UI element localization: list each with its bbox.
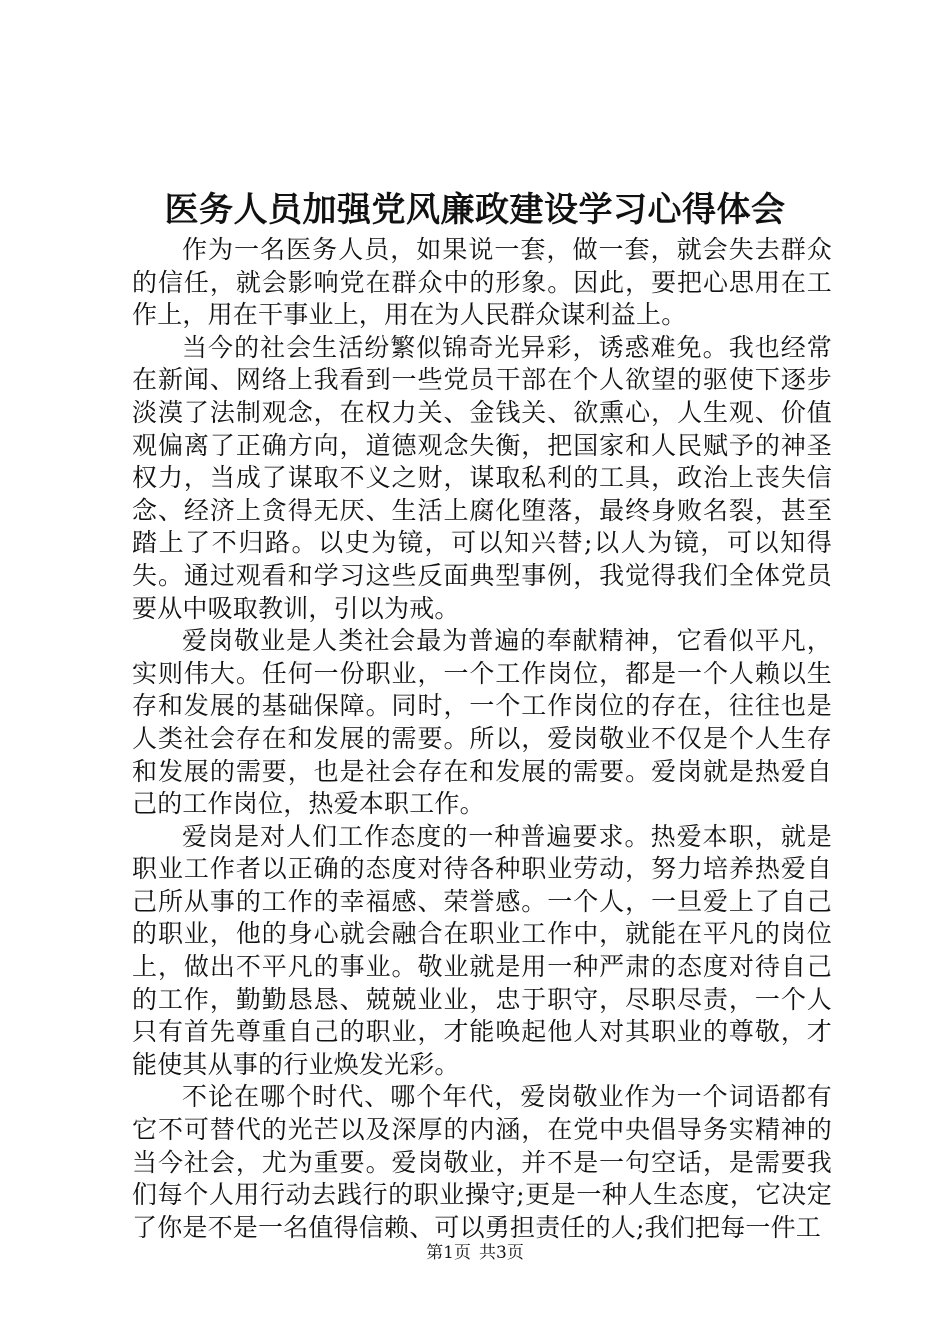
paragraph-3: 爱岗敬业是人类社会最为普遍的奉献精神，它看似平凡，实则伟大。任何一份职业，一个工作岗位，都是一个人赖以生存和发展的基础保障。同时，一个工作岗位的存在，往往也是人类社会存在和发展的需要。所以，爱岗敬业不仅是个人生存和发展的需要，也是社会存在和发展的需要。爱岗就是热爱自己的工作岗位，热爱本职工作。 [132,626,832,819]
page-footer [0,1242,950,1264]
page-total: 共3页 [479,1243,524,1263]
paragraph-4: 爱岗是对人们工作态度的一种普遍要求。热爱本职，就是职业工作者以正确的态度对待各种职业劳动，努力培养热爱自己所从事的工作的幸福感、荣誉感。一个人，一旦爱上了自己的职业，他的身心就会融合在职业工作中，就能在平凡的岗位上，做出不平凡的事业。敬业就是用一种严肃的态度对待自己的工作，勤勤恳恳、兢兢业业，忠于职守，尽职尽责，一个人只有首先尊重自己的职业，才能唤起他人对其职业的尊敬，才能使其从事的行业焕发光彩。 [132,821,832,1079]
paragraph-2: 当今的社会生活纷繁似锦奇光异彩，诱惑难免。我也经常在新闻、网络上我看到一些党员干部在个人欲望的驱使下逐步淡漠了法制观念，在权力关、金钱关、欲熏心，人生观、价值观偏离了正确方向，道德观念失衡，把国家和人民赋予的神圣权力，当成了谋取不义之财，谋取私利的工具，政治上丧失信念、经济上贪得无厌、生活上腐化堕落，最终身败名裂，甚至踏上了不归路。以史为镜，可以知兴替;以人为镜，可以知得失。通过观看和学习这些反面典型事例，我觉得我们全体党员要从中吸取教训，引以为戒。 [132,332,832,623]
page-number: 第1页 [426,1243,471,1263]
document-title: 医务人员加强党风廉政建设学习心得体会 [164,190,786,230]
paragraph-1: 作为一名医务人员，如果说一套，做一套，就会失去群众的信任，就会影响党在群众中的形象。因此，要把心思用在工作上，用在干事业上，用在为人民群众谋利益上。 [132,235,832,330]
document-body [132,234,832,1244]
paragraph-5: 不论在哪个时代、哪个年代，爱岗敬业作为一个词语都有它不可替代的光芒以及深厚的内涵，在党中央倡导务实精神的当今社会，尤为重要。爱岗敬业，并不是一句空话，是需要我们每个人用行动去践行的职业操守;更是一种人生态度，它决定了你是不是一名值得信赖、可以勇担责任的人;我们把每一件工 [132,1082,832,1242]
